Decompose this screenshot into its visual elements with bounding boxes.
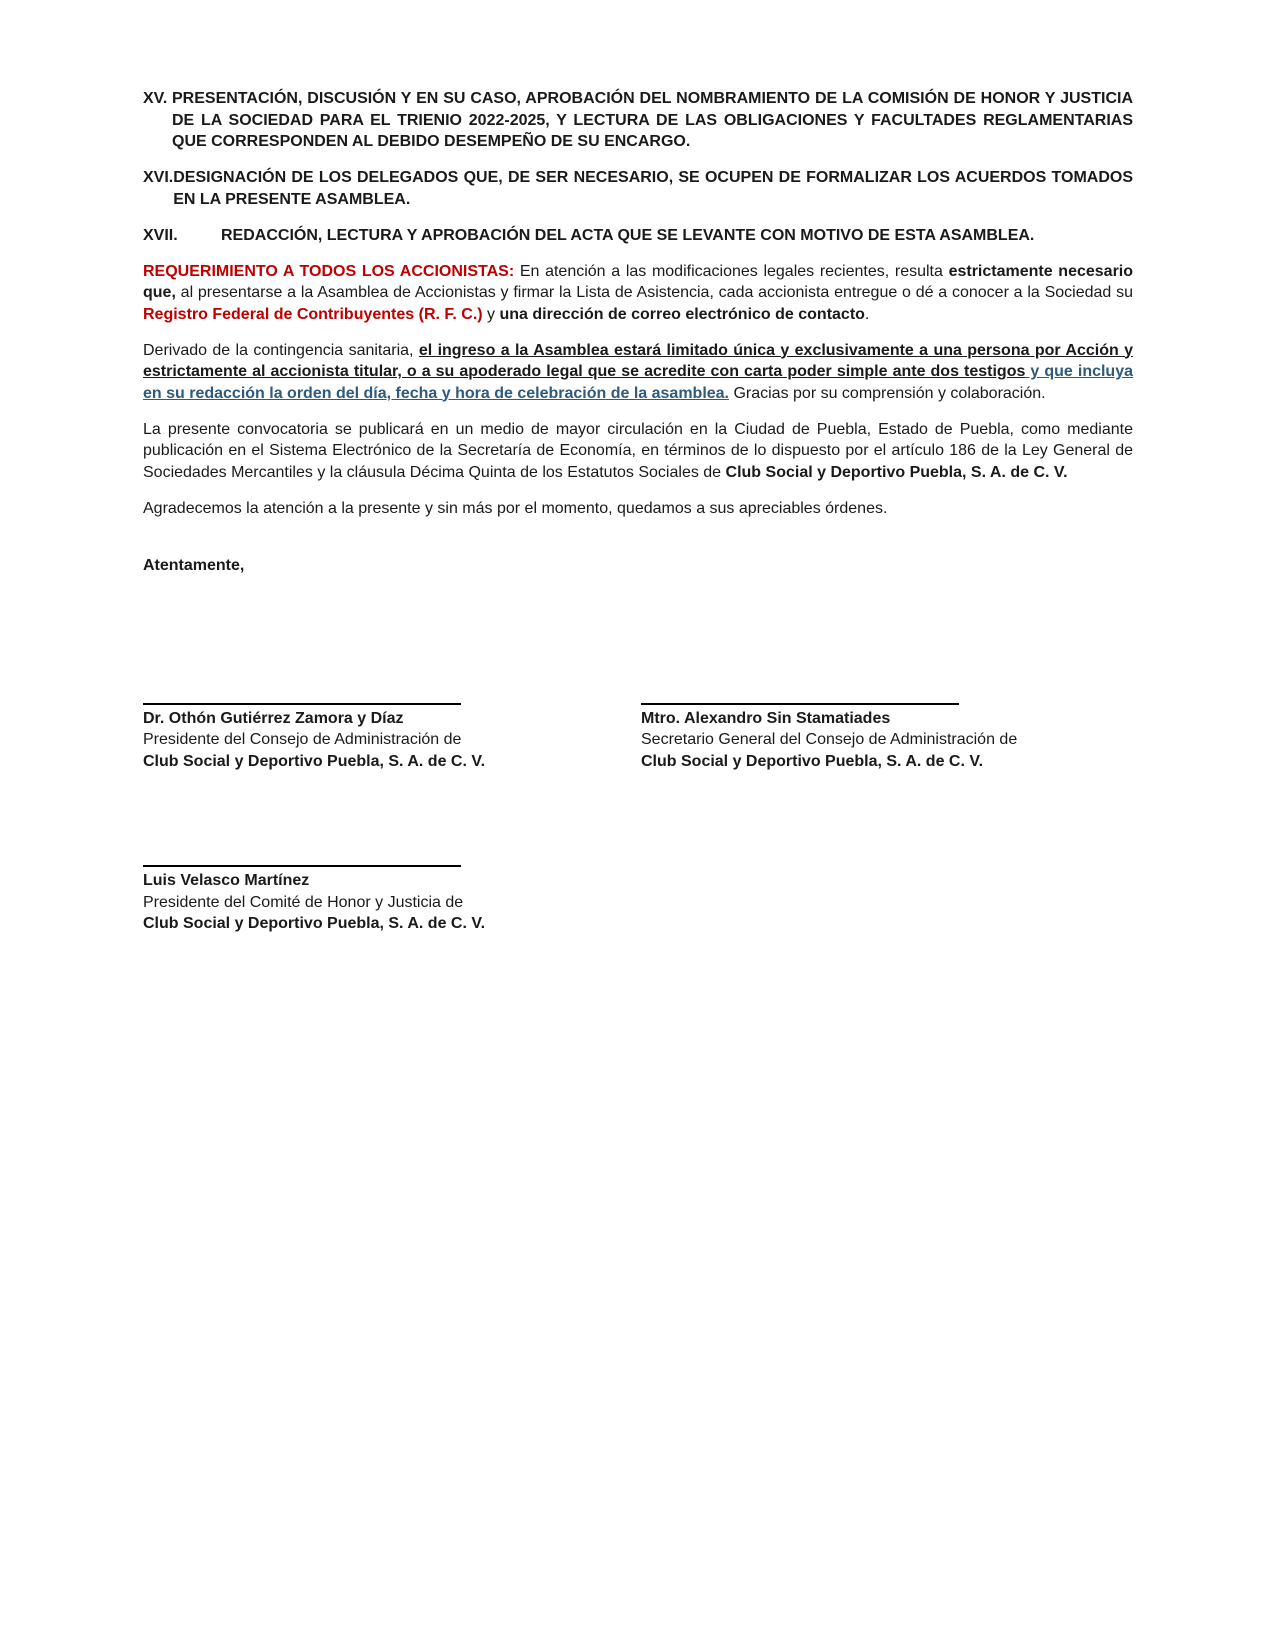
- paragraph-agradecimiento: Agradecemos la atención a la presente y sin más por el momento, quedamos a sus apreciables órdenes.: [143, 499, 888, 517]
- signature-block-president: [143, 703, 641, 773]
- paragraph-requerimiento-accionistas: REQUERIMIENTO A TODOS LOS ACCIONISTAS: En atención a las modificaciones legales recientes, resulta estrictamente necesario que, al presentarse a la Asamblea de Accionistas y firmar la Lista de Asistencia, cada accionista entregue o dé a conocer a la Sociedad su Registro Federal de Contribuyentes (R. F. C.) y una dirección de correo electrónico de contacto.: [143, 262, 1134, 323]
- signature-line: [641, 703, 959, 705]
- agenda-item-text: DESIGNACIÓN DE LOS DELEGADOS QUE, DE SER NECESARIO, SE OCUPEN DE FORMALIZAR LOS ACUERDOS TOMADOS EN LA PRESENTE ASAMBLEA.: [173, 169, 1133, 208]
- paragraph-publicacion-convocatoria: La presente convocatoria se publicará en un medio de mayor circulación en la Ciudad de Puebla, Estado de Puebla, como mediante publicación en el Sistema Electrónico de la Secretaría de Economía, en términos de lo dispuesto por el artículo 186 de la Ley General de Sociedades Mercantiles y la cláusula Décima Quinta de los Estatutos Sociales de Club Social y Deportivo Puebla, S. A. de C. V.: [143, 420, 1133, 481]
- signatory-name: Luis Velasco Martínez: [143, 872, 310, 889]
- closing-atentamente: Atentamente,: [143, 557, 245, 574]
- signatory-role: Presidente del Comité de Honor y Justicia de: [143, 893, 464, 911]
- signatory-company: Club Social y Deportivo Puebla, S. A. de C. V.: [143, 752, 486, 770]
- agenda-item-number: XV.: [143, 90, 168, 107]
- signature-line: [143, 865, 461, 867]
- agenda-item-text: REDACCIÓN, LECTURA Y APROBACIÓN DEL ACTA QUE SE LEVANTE CON MOTIVO DE ESTA ASAMBLEA.: [221, 226, 1035, 244]
- signature-row-top: [143, 703, 1133, 773]
- agenda-item-xvi: [143, 167, 1133, 210]
- signatory-role: Presidente del Consejo de Administración de: [143, 731, 462, 748]
- signatory-role: Secretario General del Consejo de Administración de: [641, 731, 1018, 748]
- agenda-item-number: XVI.: [143, 169, 174, 186]
- signatory-company: Club Social y Deportivo Puebla, S. A. de C. V.: [641, 752, 984, 770]
- agenda-item-text: PRESENTACIÓN, DISCUSIÓN Y EN SU CASO, APROBACIÓN DEL NOMBRAMIENTO DE LA COMISIÓN DE HONOR Y JUSTICIA DE LA SOCIEDAD PARA EL TRIENIO 2022-2025, Y LECTURA DE LAS OBLIGACIONES Y FACULTADES REGLAMENTARIAS QUE CORRESPONDEN AL DEBIDO DESEMPEÑO DE SU ENCARGO.: [172, 90, 1133, 150]
- signatory-company: Club Social y Deportivo Puebla, S. A. de C. V.: [143, 915, 486, 932]
- document-body: [143, 88, 1133, 935]
- paragraph-contingencia-sanitaria: Derivado de la contingencia sanitaria, el ingreso a la Asamblea estará limitado única y exclusivamente a una persona por Acción y estrictamente al accionista titular, o a su apoderado legal que se acredite con carta poder simple ante dos testigos y que incluya en su redacción la orden del día, fecha y hora de celebración de la asamblea. Gracias por su comprensión y colaboración.: [143, 341, 1133, 402]
- agenda-item-xvii: [143, 225, 1133, 247]
- signature-block-secretary: [641, 703, 1017, 773]
- signature-row-bottom: [143, 865, 1133, 935]
- signatory-name: Dr. Othón Gutiérrez Zamora y Díaz: [143, 709, 404, 727]
- agenda-item-number: XVII.: [143, 226, 178, 244]
- signature-block-honor-justice: [143, 865, 641, 935]
- agenda-item-xv: [143, 88, 1133, 153]
- signature-line: [143, 703, 461, 705]
- signatory-name: Mtro. Alexandro Sin Stamatiades: [641, 709, 891, 727]
